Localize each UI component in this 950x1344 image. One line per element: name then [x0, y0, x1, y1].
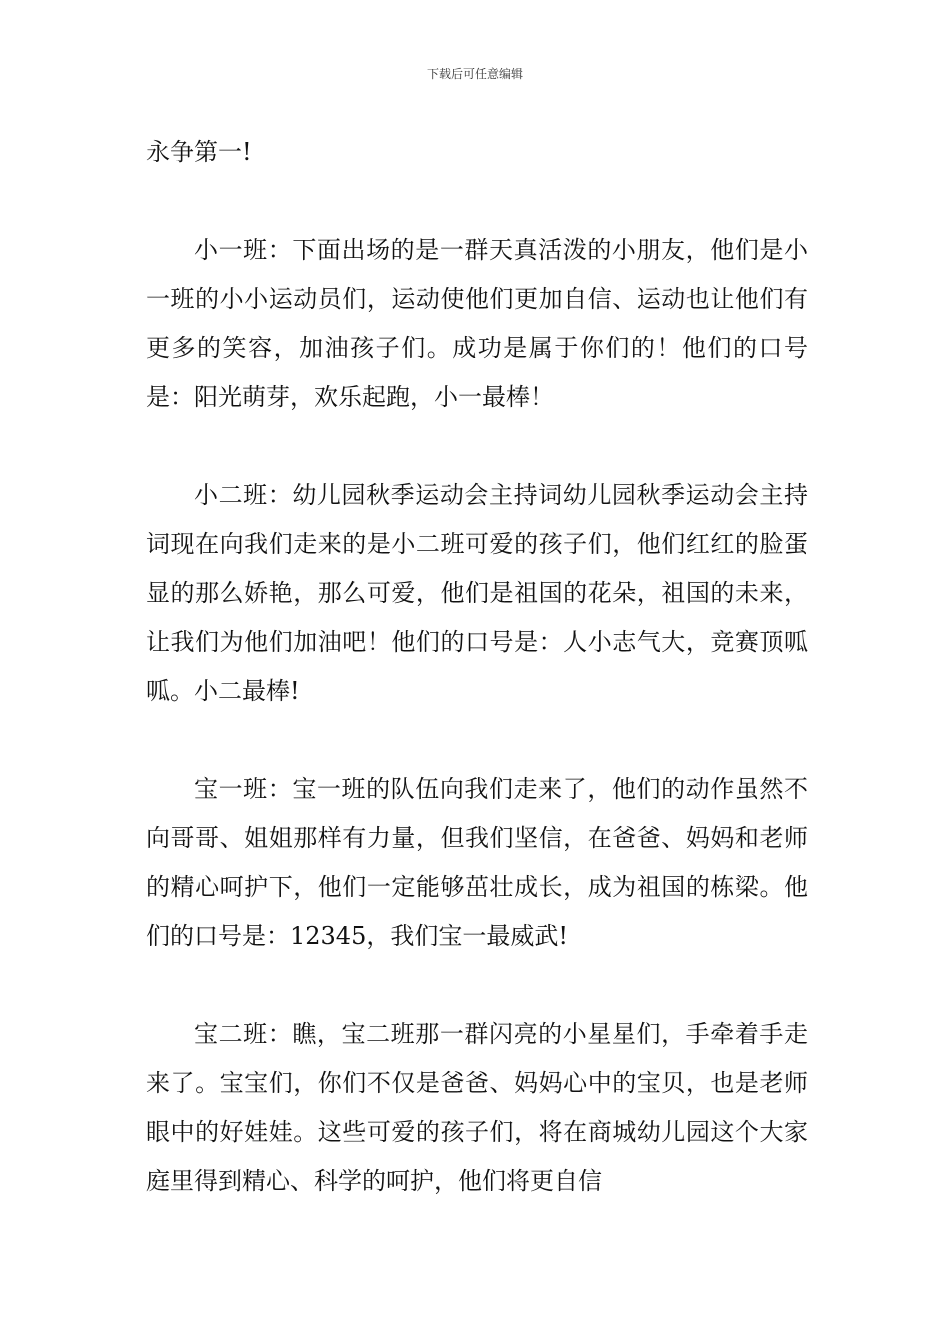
document-body: [146, 128, 808, 1206]
paragraph-xiao-yi-ban: 小一班：下面出场的是一群天真活泼的小朋友，他们是小一班的小小运动员们，运动使他们更加自信、运动也让他们有更多的笑容，加油孩子们。成功是属于你们的！他们的口号是：阳光萌芽，欢乐起跑，小一最棒！: [146, 236, 808, 411]
paragraph-spacer: [146, 716, 808, 765]
paragraph-bao-yi-ban: 宝一班：宝一班的队伍向我们走来了，他们的动作虽然不向哥哥、姐姐那样有力量，但我们坚信，在爸爸、妈妈和老师的精心呵护下，他们一定能够茁壮成长，成为祖国的栋梁。他们的口号是：12345，我们宝一最威武!: [146, 775, 808, 950]
paragraph-bao-er-ban: 宝二班：瞧，宝二班那一群闪亮的小星星们，手牵着手走来了。宝宝们，你们不仅是爸爸、妈妈心中的宝贝，也是老师眼中的好娃娃。这些可爱的孩子们，将在商城幼儿园这个大家庭里得到精心、科学的呵护，他们将更自信: [146, 1020, 808, 1195]
paragraph-continuation: 永争第一!: [146, 138, 252, 166]
paragraph-xiao-er-ban: 小二班：幼儿园秋季运动会主持词幼儿园秋季运动会主持词现在向我们走来的是小二班可爱的孩子们，他们红红的脸蛋显的那么娇艳，那么可爱，他们是祖国的花朵，祖国的未来，让我们为他们加油吧！他们的口号是：人小志气大，竞赛顶呱呱。小二最棒!: [146, 481, 808, 705]
page-header-note: 下载后可任意编辑: [426, 67, 523, 81]
paragraph-spacer: [146, 177, 808, 226]
paragraph-spacer: [146, 422, 808, 471]
paragraph-spacer: [146, 961, 808, 1010]
